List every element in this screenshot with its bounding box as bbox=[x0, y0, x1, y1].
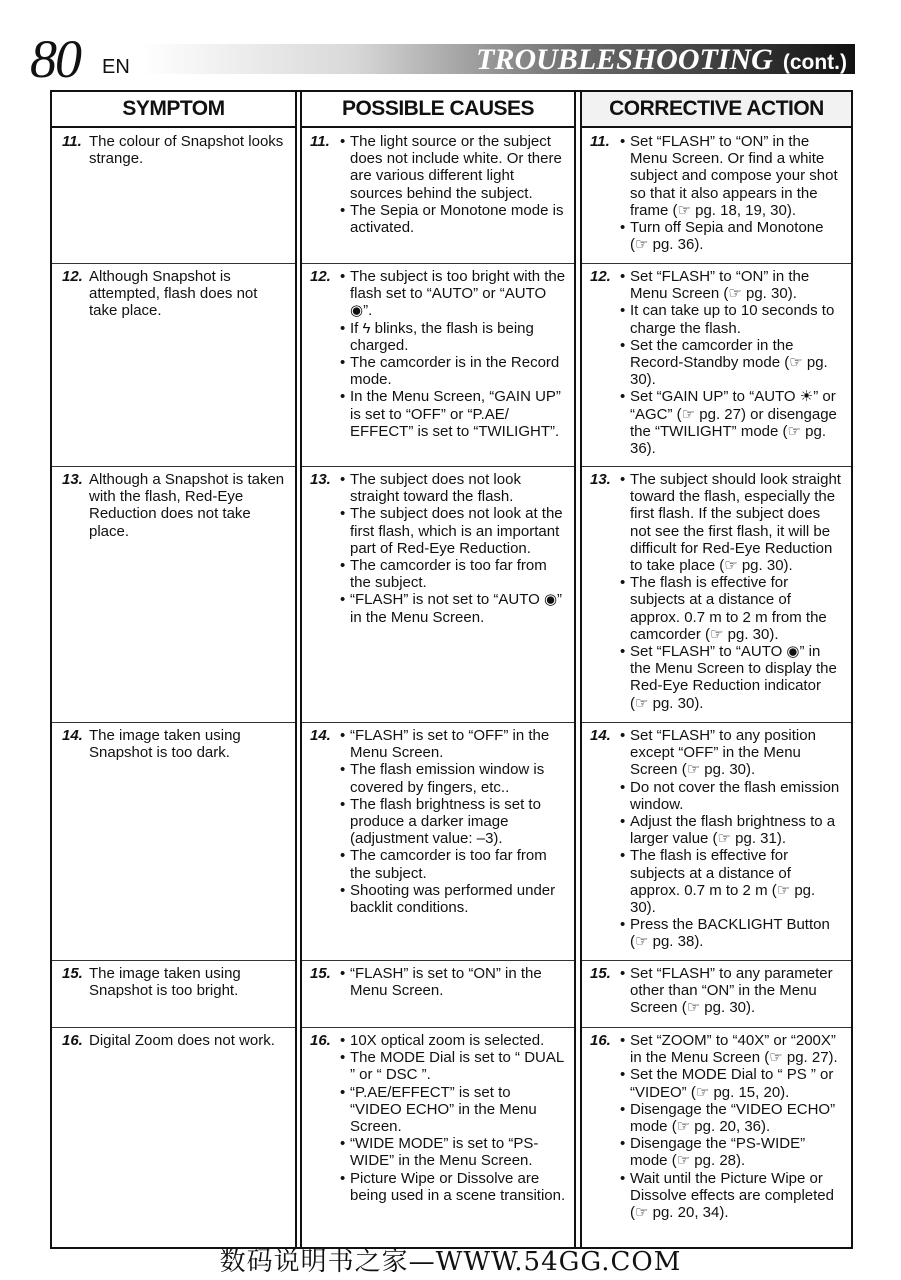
actions-list bbox=[620, 965, 843, 1017]
cell-symptom bbox=[52, 722, 295, 960]
action-item: • It can take up to 10 seconds to charge the flash. bbox=[620, 302, 843, 336]
cell-symptom bbox=[52, 128, 295, 263]
row-divider bbox=[582, 722, 851, 723]
row-number: 12. bbox=[62, 268, 83, 285]
cell-symptom bbox=[52, 1027, 295, 1247]
cell-symptom bbox=[52, 960, 295, 1027]
causes-list bbox=[340, 471, 566, 626]
actions-header: CORRECTIVE ACTION bbox=[582, 92, 851, 128]
row-number: 13. bbox=[590, 471, 611, 488]
cause-item: • “FLASH” is set to “ON” in the Menu Screen. bbox=[340, 965, 566, 999]
causes-list bbox=[340, 727, 566, 916]
action-item: • Set “FLASH” to “ON” in the Menu Screen. Or find a white subject and compose your shot so that it also appears in the frame (☞ pg. 18, 19, 30). bbox=[620, 133, 843, 219]
cause-item: • If ϟ blinks, the flash is being charged. bbox=[340, 320, 566, 354]
page-header bbox=[30, 29, 861, 89]
row-divider bbox=[302, 722, 574, 723]
language-label: EN bbox=[102, 56, 130, 78]
action-item: • Disengage the “VIDEO ECHO” mode (☞ pg. 20, 36). bbox=[620, 1101, 843, 1135]
cell-actions bbox=[582, 960, 851, 1027]
action-item: • Turn off Sepia and Monotone (☞ pg. 36). bbox=[620, 219, 843, 253]
troubleshooting-table bbox=[50, 90, 853, 1249]
cell-actions bbox=[582, 263, 851, 466]
causes-list bbox=[340, 133, 566, 236]
cell-actions bbox=[582, 466, 851, 722]
action-item: • Set “GAIN UP” to “AUTO ☀” or “AGC” (☞ pg. 27) or disengage the “TWILIGHT” mode (☞ pg. 36). bbox=[620, 388, 843, 457]
row-divider bbox=[52, 466, 295, 467]
cause-item: • The Sepia or Monotone mode is activated. bbox=[340, 202, 566, 236]
cause-item: • In the Menu Screen, “GAIN UP” is set to “OFF” or “P.AE/ EFFECT” is set to “TWILIGHT”. bbox=[340, 388, 566, 440]
action-item: • Disengage the “PS-WIDE” mode (☞ pg. 28). bbox=[620, 1135, 843, 1169]
row-number: 13. bbox=[62, 471, 83, 488]
cause-item: • The flash emission window is covered by fingers, etc.. bbox=[340, 761, 566, 795]
cell-causes bbox=[302, 128, 574, 263]
row-divider bbox=[302, 466, 574, 467]
cause-item: • 10X optical zoom is selected. bbox=[340, 1032, 566, 1049]
actions-list bbox=[620, 471, 843, 712]
cause-item: • The flash brightness is set to produce a darker image (adjustment value: –3). bbox=[340, 796, 566, 848]
row-divider bbox=[582, 466, 851, 467]
row-number: 16. bbox=[62, 1032, 83, 1049]
symptom-text: Digital Zoom does not work. bbox=[89, 1032, 275, 1049]
footer-watermark: 数码说明书之家—WWW.54GG.COM bbox=[219, 1247, 682, 1277]
row-divider bbox=[302, 1027, 574, 1028]
action-item: • Set the MODE Dial to “ PS ” or “VIDEO” (☞ pg. 15, 20). bbox=[620, 1066, 843, 1100]
row-divider bbox=[52, 722, 295, 723]
causes-column bbox=[302, 92, 574, 1247]
column-divider bbox=[295, 92, 297, 1247]
cell-causes bbox=[302, 263, 574, 466]
action-item: • Adjust the flash brightness to a larger value (☞ pg. 31). bbox=[620, 813, 843, 847]
row-number: 11. bbox=[310, 133, 330, 150]
actions-list bbox=[620, 727, 843, 951]
action-item: • Set “ZOOM” to “40X” or “200X” in the Menu Screen (☞ pg. 27). bbox=[620, 1032, 843, 1066]
action-item: • Set the camcorder in the Record-Standby mode (☞ pg. 30). bbox=[620, 337, 843, 389]
symptom-text: The image taken using Snapshot is too dark. bbox=[89, 727, 241, 762]
row-number: 12. bbox=[310, 268, 331, 285]
row-divider bbox=[52, 1027, 295, 1028]
causes-list bbox=[340, 1032, 566, 1204]
action-item: • The flash is effective for subjects at a distance of approx. 0.7 m to 2 m (☞ pg. 30). bbox=[620, 847, 843, 916]
cause-item: • The subject is too bright with the flash set to “AUTO” or “AUTO ◉”. bbox=[340, 268, 566, 320]
actions-list bbox=[620, 268, 843, 457]
row-divider bbox=[582, 960, 851, 961]
cause-item: • “FLASH” is set to “OFF” in the Menu Screen. bbox=[340, 727, 566, 761]
cause-item: • “FLASH” is not set to “AUTO ◉” in the Menu Screen. bbox=[340, 591, 566, 625]
row-number: 15. bbox=[62, 965, 83, 982]
cause-item: • The camcorder is too far from the subject. bbox=[340, 557, 566, 591]
causes-list bbox=[340, 268, 566, 440]
action-item: • Set “FLASH” to “ON” in the Menu Screen (☞ pg. 30). bbox=[620, 268, 843, 302]
cause-item: • The MODE Dial is set to “ DUAL ” or “ DSC ”. bbox=[340, 1049, 566, 1083]
actions-column bbox=[582, 92, 851, 1247]
action-item: • The flash is effective for subjects at a distance of approx. 0.7 m to 2 m from the camcorder (☞ pg. 30). bbox=[620, 574, 843, 643]
row-divider bbox=[52, 263, 295, 264]
cause-item: • The light source or the subject does not include white. Or there are various different light sources behind the subject. bbox=[340, 133, 566, 202]
row-divider bbox=[302, 263, 574, 264]
action-item: • Wait until the Picture Wipe or Dissolve effects are completed (☞ pg. 20, 34). bbox=[620, 1170, 843, 1222]
cause-item: • The camcorder is too far from the subject. bbox=[340, 847, 566, 881]
symptom-header: SYMPTOM bbox=[52, 92, 295, 128]
title-suffix: (cont.) bbox=[782, 51, 847, 74]
row-divider bbox=[302, 960, 574, 961]
causes-header: POSSIBLE CAUSES bbox=[302, 92, 574, 128]
row-number: 16. bbox=[590, 1032, 611, 1049]
cell-actions bbox=[582, 1027, 851, 1247]
cell-causes bbox=[302, 466, 574, 722]
row-divider bbox=[52, 960, 295, 961]
cell-causes bbox=[302, 1027, 574, 1247]
causes-list bbox=[340, 965, 566, 999]
cause-item: • Picture Wipe or Dissolve are being used in a scene transition. bbox=[340, 1170, 566, 1204]
action-item: • Set “FLASH” to any parameter other than “ON” in the Menu Screen (☞ pg. 30). bbox=[620, 965, 843, 1017]
cause-item: • Shooting was performed under backlit conditions. bbox=[340, 882, 566, 916]
cause-item: • The subject does not look at the first flash, which is an important part of Red-Eye Reduction. bbox=[340, 505, 566, 557]
actions-list bbox=[620, 133, 843, 253]
actions-list bbox=[620, 1032, 843, 1221]
row-number: 14. bbox=[310, 727, 331, 744]
symptom-column bbox=[52, 92, 295, 1247]
cause-item: • The camcorder is in the Record mode. bbox=[340, 354, 566, 388]
cell-causes bbox=[302, 960, 574, 1027]
cause-item: • The subject does not look straight toward the flash. bbox=[340, 471, 566, 505]
row-number: 15. bbox=[310, 965, 331, 982]
row-divider bbox=[582, 1027, 851, 1028]
row-number: 11. bbox=[590, 133, 610, 150]
row-divider bbox=[582, 263, 851, 264]
cause-item: • “WIDE MODE” is set to “PS-WIDE” in the Menu Screen. bbox=[340, 1135, 566, 1169]
action-item: • Press the BACKLIGHT Button (☞ pg. 38). bbox=[620, 916, 843, 950]
row-number: 16. bbox=[310, 1032, 331, 1049]
cell-symptom bbox=[52, 263, 295, 466]
symptom-text: The image taken using Snapshot is too bright. bbox=[89, 965, 241, 1000]
title-bar bbox=[140, 44, 855, 74]
action-item: • Do not cover the flash emission window. bbox=[620, 779, 843, 813]
row-number: 11. bbox=[62, 133, 82, 150]
cell-actions bbox=[582, 722, 851, 960]
row-number: 14. bbox=[590, 727, 611, 744]
page-number: 80 bbox=[30, 29, 80, 89]
action-item: • Set “FLASH” to any position except “OFF” in the Menu Screen (☞ pg. 30). bbox=[620, 727, 843, 779]
symptom-text: The colour of Snapshot looks strange. bbox=[89, 133, 284, 168]
action-item: • Set “FLASH” to “AUTO ◉” in the Menu Screen to display the Red-Eye Reduction indicator (☞ pg. 30). bbox=[620, 643, 843, 712]
row-number: 15. bbox=[590, 965, 611, 982]
action-item: • The subject should look straight toward the flash, especially the first flash. If the subject does not see the first flash, it will be difficult for Red-Eye Reduction to take place (☞ pg. 30). bbox=[620, 471, 843, 574]
column-divider bbox=[574, 92, 576, 1247]
row-number: 13. bbox=[310, 471, 331, 488]
row-number: 12. bbox=[590, 268, 611, 285]
page-title bbox=[476, 44, 847, 79]
cell-causes bbox=[302, 722, 574, 960]
cell-symptom bbox=[52, 466, 295, 722]
symptom-text: Although a Snapshot is taken with the flash, Red-Eye Reduction does not take place. bbox=[89, 471, 285, 540]
row-number: 14. bbox=[62, 727, 83, 744]
cell-actions bbox=[582, 128, 851, 263]
symptom-text: Although Snapshot is attempted, flash does not take place. bbox=[89, 268, 258, 320]
title-main: TROUBLESHOOTING bbox=[476, 43, 773, 76]
cause-item: • “P.AE/EFFECT” is set to “VIDEO ECHO” in the Menu Screen. bbox=[340, 1084, 566, 1136]
